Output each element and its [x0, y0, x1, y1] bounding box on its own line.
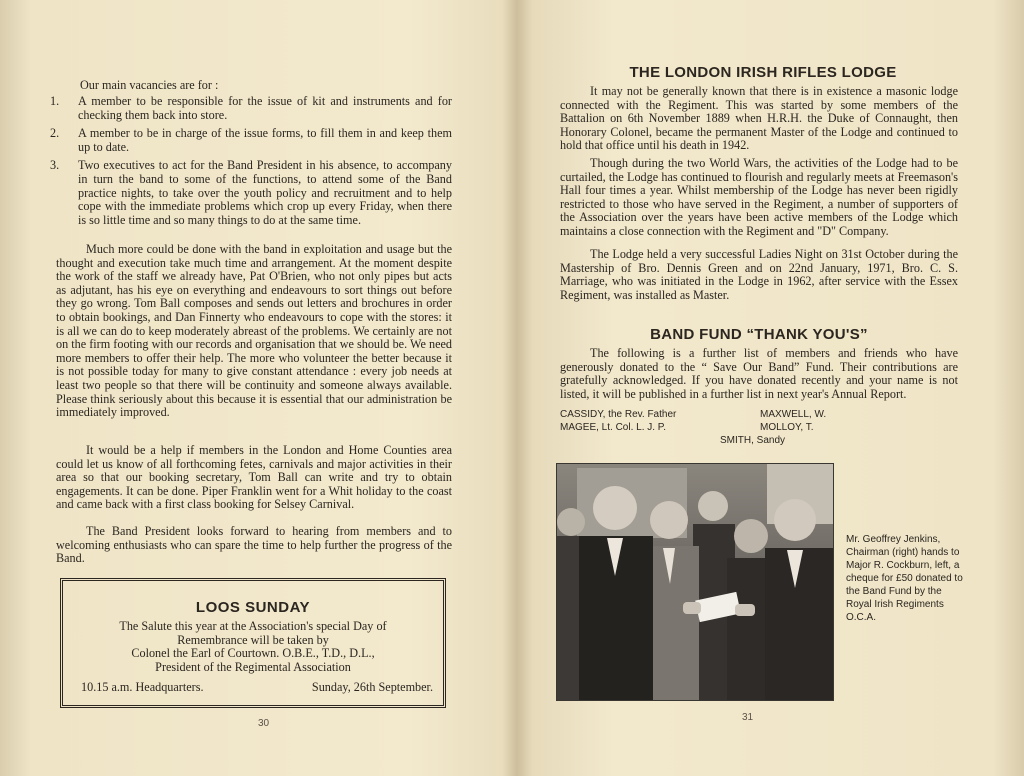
band-fund-paragraph: The following is a further list of members and friends who have generously donated to the “ Save Our Band” Fund. Their contributions are gratefully acknowledged. If you have donated recently and your name is not listed, it will be published in a further list in next year's Annual Report. [560, 346, 958, 401]
president-paragraph: The Band President looks forward to hearing from members and to welcoming enthusiasts who can spare the time to help further the progress of the Band. [56, 524, 452, 566]
donor-name: MOLLOY, T. [760, 422, 814, 433]
vacancies-list [48, 95, 452, 232]
band-work-paragraph: Much more could be done with the band in exploitation and usage but the thought and execution take much time and arrangement. At the moment despite the work of the staff we already have, Pat O'Brien, who not only pipes but acts as adjutant, has his eye on everything and endeavours to sort things out before they go wrong. Tom Ball composes and sends out letters and brochures in order to obtain bookings, and Dan Finnerty who endeavours to cope with the stores: it is all we can do to keep moderately abreast of the problems. We certainly are not on the firm footing with our records and organisation that we should be. We need more members to offer their help. The more who volunteer the better because it is not possible today for many to give constant attendance : every job needs at least two people so that there will be continuity and someone always available. Please think seriously about this because it is essential that our administration be immediately improved. [56, 242, 452, 420]
loos-line: President of the Regimental Association [155, 659, 351, 674]
vacancy-number: 2. [50, 126, 60, 141]
lodge-title: THE LONDON IRISH RIFLES LODGE [629, 64, 897, 81]
loos-sunday-box [60, 578, 446, 708]
vacancy-item [48, 95, 452, 122]
donor-name: CASSIDY, the Rev. Father [560, 409, 677, 420]
lodge-paragraph: It may not be generally known that there is in existence a masonic lodge connected with the Regiment. This was started by some members of the Battalion on 6th November 1889 when H.R.H. the Duke of Connaught, then Honorary Colonel, became the permanent Master of the Lodge and continued to hold that office until his death in 1942. [560, 84, 958, 153]
loos-line: Remembrance will be taken by [177, 632, 329, 647]
vacancy-number: 1. [50, 94, 60, 108]
donor-name: SMITH, Sandy [720, 435, 786, 446]
page-number-right: 31 [742, 712, 754, 723]
page-number-left: 30 [258, 718, 270, 729]
vacancy-text: A member to be responsible for the issue of kit and instruments and for checking them back into store. [78, 94, 452, 122]
loos-line: The Salute this year at the Association's special Day of [119, 619, 387, 633]
loos-time-place: 10.15 a.m. Headquarters. [81, 680, 204, 695]
vacancies-intro: Our main vacancies are for : [80, 78, 219, 92]
photo-caption: Mr. Geoffrey Jenkins, Chairman (right) hands to Major R. Cockburn, left, a cheque for £50 donated to the Band Fund by the Royal Irish Regiments O.C.A. [846, 534, 963, 623]
vacancy-text: Two executives to act for the Band President in his absence, to accompany in turn the band to some of the functions, to attend some of the Band practice nights, to take over the youth policy and recruitment and to help cope with the immediate problems which crop up every Friday, when there is so little time and so many things to do at the same time. [78, 158, 452, 227]
loos-sunday-footer [63, 674, 443, 695]
cheque-presentation-photo [556, 463, 834, 701]
loos-date: Sunday, 26th September. [311, 680, 433, 695]
vacancy-item [48, 127, 452, 154]
donor-name: MAGEE, Lt. Col. L. J. P. [560, 422, 666, 433]
loos-line: Colonel the Earl of Courtown. O.B.E., T.D., D.L., [131, 646, 375, 661]
donor-name: MAXWELL, W. [760, 409, 827, 420]
vacancy-number: 3. [50, 158, 60, 173]
lodge-paragraph: Though during the two World Wars, the activities of the Lodge had to be curtailed, the Lodge has continued to flourish and regularly meets at Freemason's Hall four times a year. Whilst membership of the Lodge has never been rigidly restricted to those who have served in the Regiment, a number of supporters of the Association over the years have been active members of the Lodge which maintains a close connection with the Regiment and "D" Company. [560, 156, 958, 238]
vacancy-text: A member to be in charge of the issue forms, to fill them in and keep them up to date. [78, 126, 452, 154]
loos-sunday-title: LOOS SUNDAY [195, 599, 311, 616]
bookings-paragraph: It would be a help if members in the London and Home Counties area could let us know of all forthcoming fetes, carnivals and major activities in their area so that our booking secretary, Tom Ball can write and try to obtain engagements. It can be done. Piper Franklin went for a Whit holiday to the coast and came back with a first class booking for Selsey Carnival. [56, 443, 452, 512]
vacancy-item [48, 159, 452, 227]
loos-sunday-body [63, 620, 443, 674]
band-fund-title: BAND FUND “THANK YOU'S” [650, 326, 868, 343]
lodge-paragraph: The Lodge held a very successful Ladies Night on 31st October during the Mastership of Bro. Dennis Green and on 22nd January, 1971, Bro. C. S. Marriage, who was initiated in the Lodge in 1962, after service with the Essex Regiment, was installed as Master. [560, 247, 958, 302]
